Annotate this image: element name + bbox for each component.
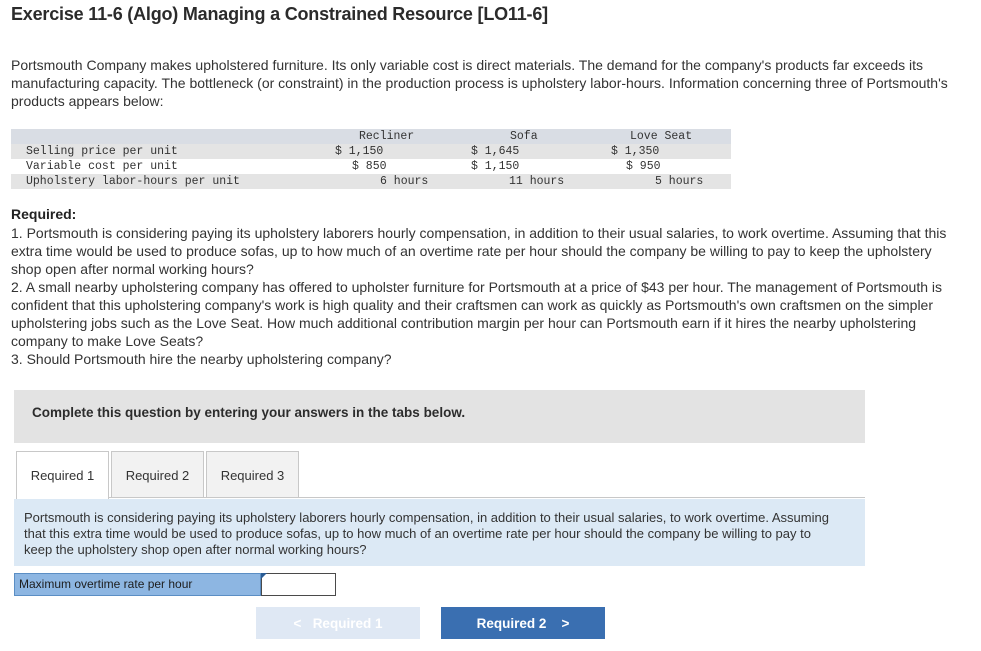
table-cell: 6 hours: [380, 175, 429, 188]
instructions-text: Complete this question by entering your answers in the tabs below.: [32, 405, 466, 420]
row-label: Upholstery labor-hours per unit: [26, 175, 240, 188]
required-item-1: 1. Portsmouth is considering paying its upholstery laborers hourly compensation, in addition to their usual salaries, to work overtime. Assuming that this extra time would be used to produce sofas, up to how much of an overtime rate per hour should the company be willing to pay to keep the upholstery shop open after normal working hours?: [11, 225, 947, 277]
table-row: [11, 174, 731, 189]
tab-required-2[interactable]: Required 2: [111, 451, 204, 498]
product-data-table: [11, 129, 731, 189]
table-cell: $ 950: [626, 160, 661, 173]
table-cell: $ 1,150: [335, 145, 384, 158]
question-panel: [14, 499, 865, 566]
prev-button[interactable]: [256, 607, 420, 639]
intro-paragraph: Portsmouth Company makes upholstered furniture. Its only variable cost is direct materials. The demand for the company's products far exceeds its manufacturing capacity. The bottleneck (or constraint) in the production process is upholstery labor-hours. Information concerning three of Portsmouth's products appears below:: [11, 57, 948, 109]
next-button[interactable]: [441, 607, 605, 639]
instructions-banner: [14, 390, 865, 443]
column-header-love-seat: Love Seat: [630, 130, 693, 143]
table-cell: 11 hours: [509, 175, 565, 188]
row-label: Selling price per unit: [26, 145, 178, 158]
row-label: Variable cost per unit: [26, 160, 178, 173]
chevron-right-icon: >: [561, 616, 570, 631]
required-heading: Required:: [11, 206, 77, 222]
table-cell: $ 1,645: [471, 145, 520, 158]
required-item-2: 2. A small nearby upholstering company has offered to upholster furniture for Portsmouth at a price of $43 per hour. The management of Portsmouth is confident that this upholstering company's work is high quality and their craftsmen can work as quickly as Portsmouth's own craftsmen on the simpler upholstering jobs such as the Love Seat. How much additional contribution margin per hour can Portsmouth earn if it hires the nearby upholstering company to make Love Seats?: [11, 279, 943, 349]
table-header-row: [11, 129, 731, 144]
table-cell: $ 1,150: [471, 160, 520, 173]
table-row: [11, 144, 731, 159]
table-cell: $ 1,350: [611, 145, 660, 158]
tab-required-3[interactable]: Required 3: [206, 451, 299, 498]
table-cell: 5 hours: [655, 175, 704, 188]
input-corner-marker: [261, 573, 267, 579]
column-header-sofa: Sofa: [510, 130, 538, 143]
question-text: Portsmouth is considering paying its upholstery laborers hourly compensation, in addition to their usual salaries, to work overtime. Assuming that this extra time would be used to produce sofas, up to how much of an overtime rate per hour should the company be willing to pay to keep the upholstery shop open after normal working hours?: [24, 510, 829, 557]
overtime-rate-input[interactable]: [261, 573, 336, 596]
table-row: [11, 159, 731, 174]
required-list: [11, 224, 956, 368]
page-title: Exercise 11-6 (Algo) Managing a Constrained Resource [LO11-6]: [11, 4, 548, 24]
column-header-recliner: Recliner: [359, 130, 415, 143]
prev-button-label: Required 1: [312, 616, 383, 631]
required-item-3: 3. Should Portsmouth hire the nearby upholstering company?: [11, 351, 392, 367]
tab-required-1[interactable]: Required 1: [16, 451, 109, 499]
table-cell: $ 850: [352, 160, 387, 173]
next-button-label: Required 2: [476, 616, 547, 631]
chevron-left-icon: <: [293, 616, 302, 631]
answer-label: Maximum overtime rate per hour: [14, 573, 261, 596]
tab-divider: [108, 497, 865, 498]
